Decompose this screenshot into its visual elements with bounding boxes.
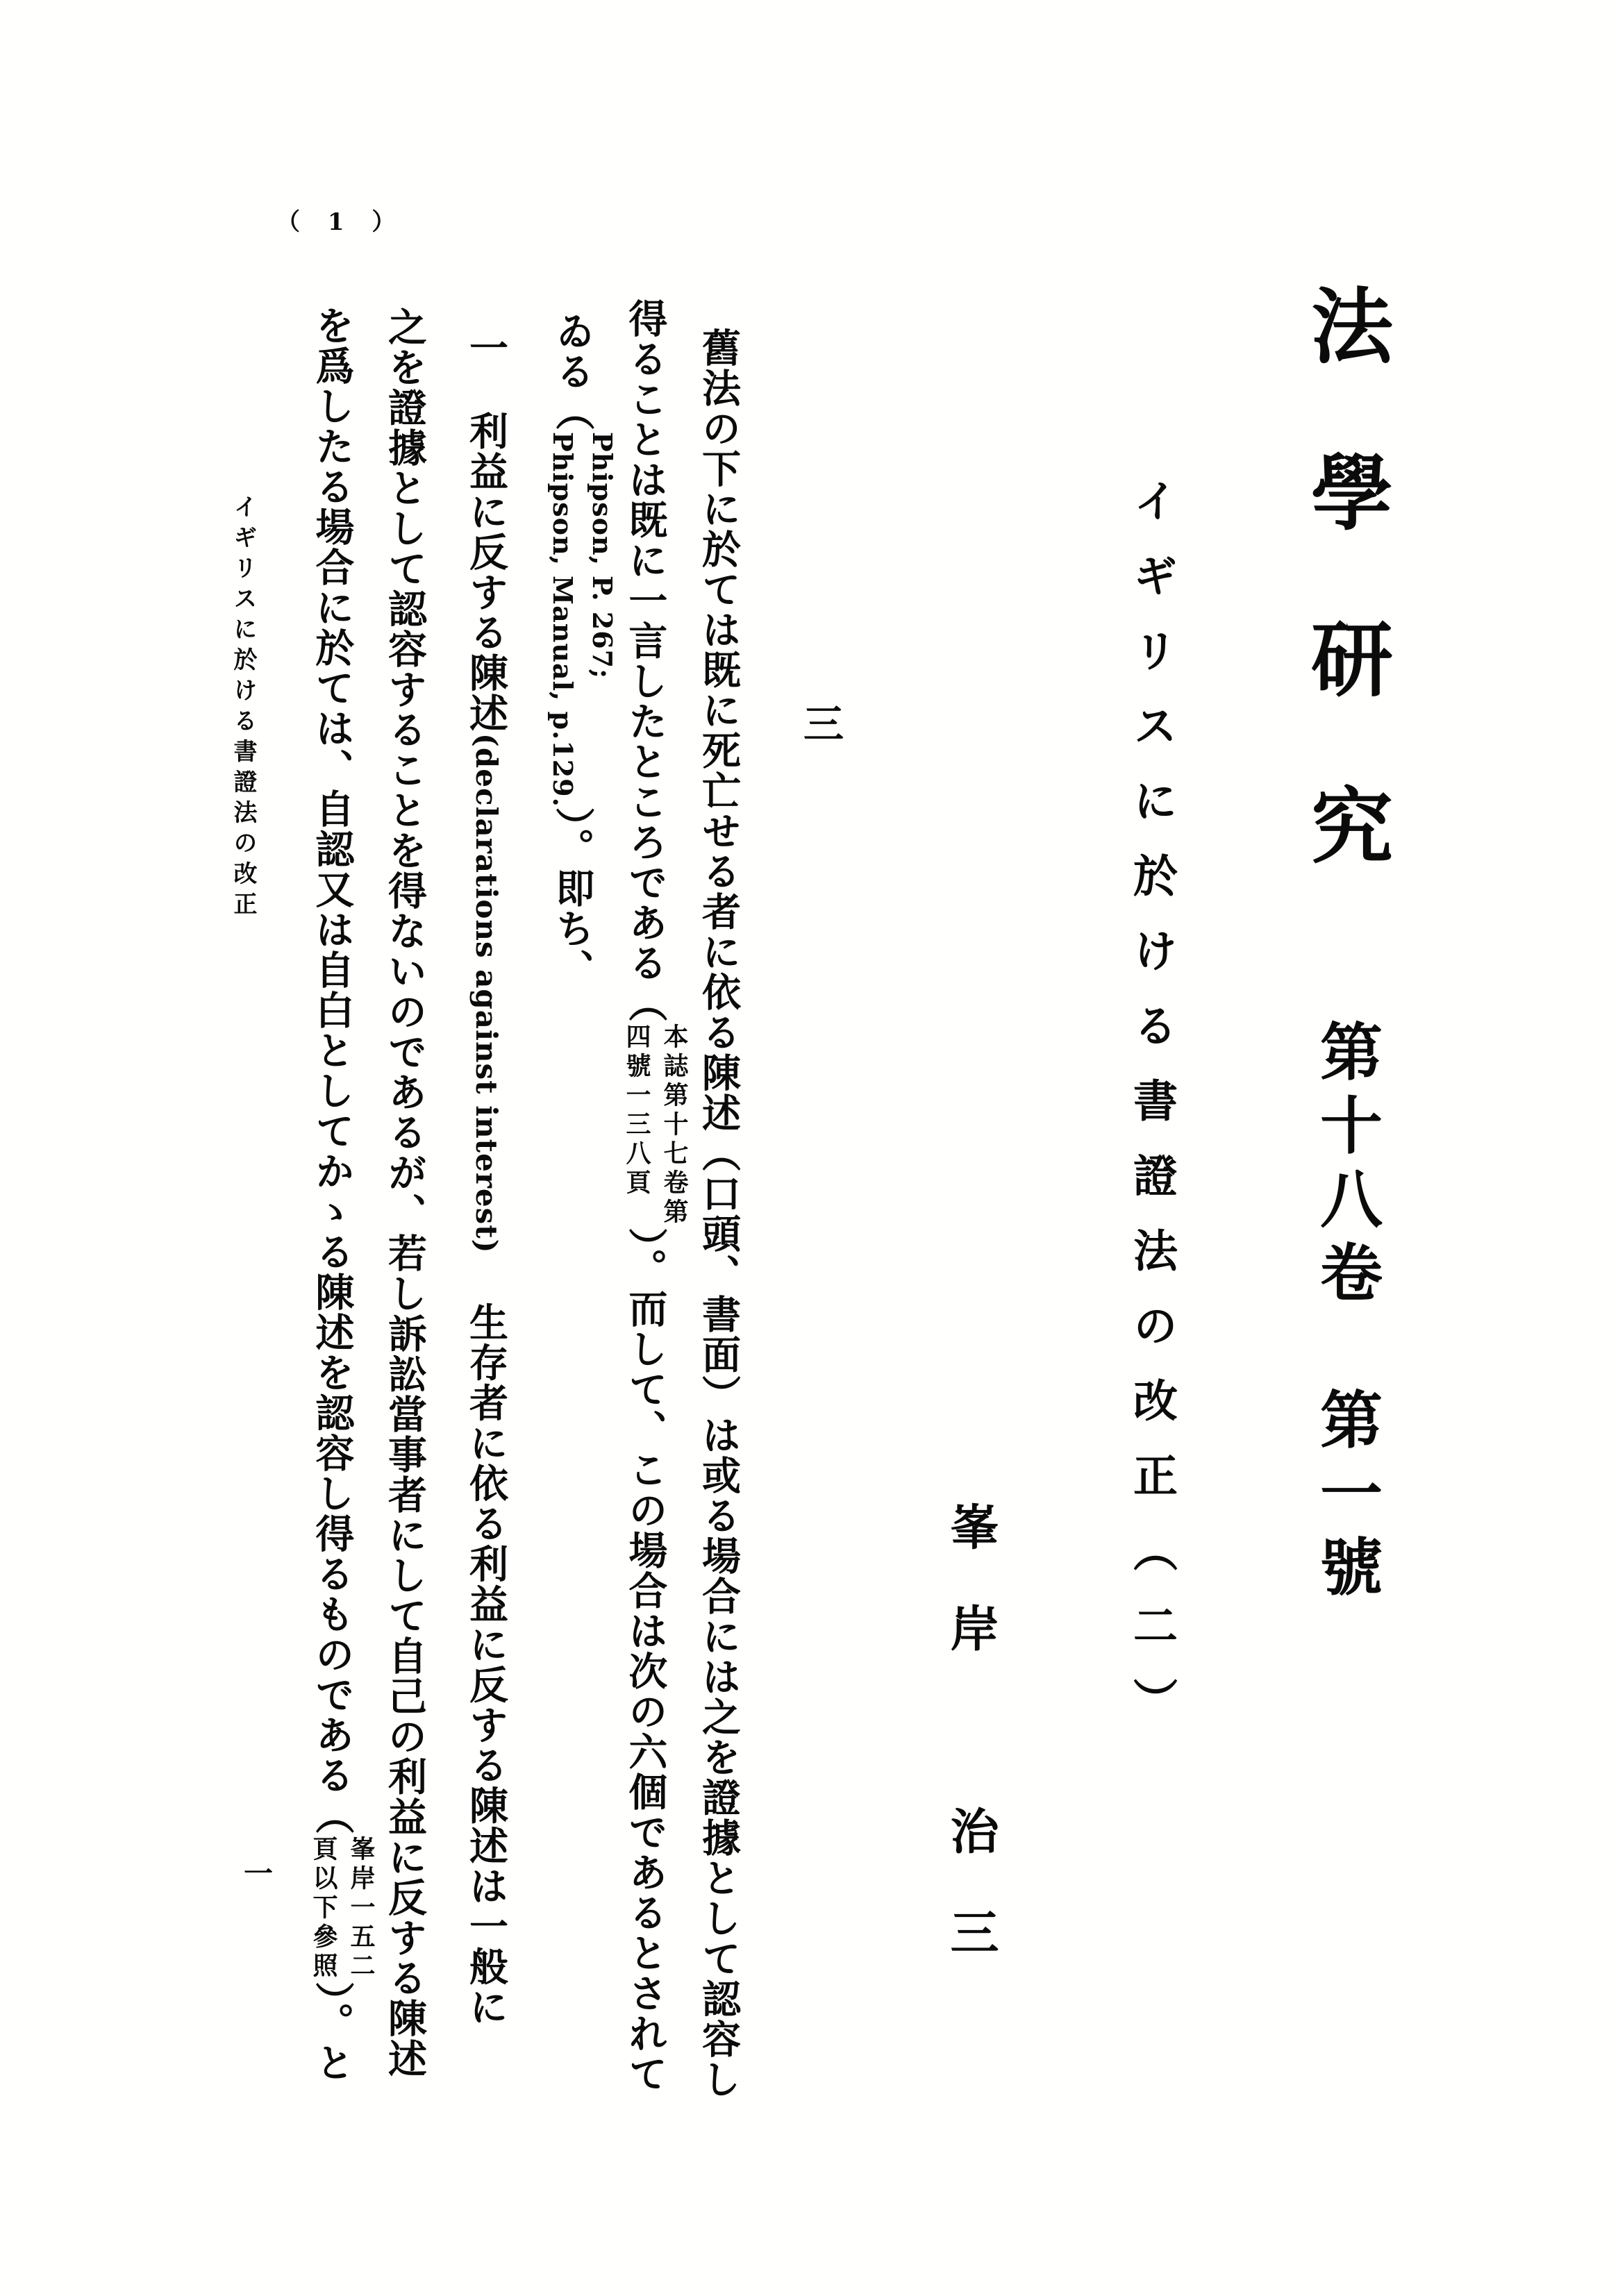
- sheet-marker: （ 1 ）: [276, 208, 406, 236]
- body-column-1: 舊法の下に於ては既に死亡せる者に依る陳述（口頭、書面）は或る場合には之を證據として認容し: [696, 328, 742, 2100]
- latin-term: (declarations against interest): [469, 733, 503, 1254]
- inline-note-reference: [305, 1836, 380, 1981]
- body-column-6: [305, 305, 380, 2166]
- inline-note-phipson: [543, 432, 622, 807]
- inline-note-line: 頁以下參照: [309, 1836, 338, 1981]
- heading-interest-declarations: 利益に反する陳述: [463, 411, 509, 733]
- author-name: 峯岸 治三: [942, 1502, 1000, 2009]
- inline-note-line: Phipson, Manual, p.129.: [547, 432, 578, 807]
- body-column-4: [463, 328, 509, 2175]
- running-header: イギリスに於ける書證法の改正: [229, 494, 257, 922]
- journal-issue: 第十八卷 第一號: [1309, 1019, 1383, 1608]
- article-title: イギリスに於ける書證法の改正（二）: [1126, 478, 1178, 1752]
- inline-note-line: 本誌第十七卷第: [660, 1023, 689, 1227]
- journal-title: 法學研究: [1297, 283, 1394, 950]
- inline-note-line: 峯岸一五二: [347, 1836, 376, 1981]
- body-column-6-text: を爲したる場合に於ては、自認又は自白としてかゝる陳述を認容し得るものである（: [309, 305, 356, 1836]
- page-number: 一: [240, 1858, 274, 1887]
- body-column-3: [543, 311, 622, 2172]
- body-column-5: 之を證據として認容することを得ないのであるが、若し訴訟當事者にして自己の利益に反する陳述: [382, 307, 428, 2079]
- body-column-4-text: 生存者に依る利益に反する陳述は一般に: [463, 1302, 509, 2027]
- inline-note-citation: [618, 1023, 693, 1227]
- body-column-3-text: ）。即ち、: [549, 807, 596, 989]
- body-column-6-text: ）。と: [309, 1981, 356, 2083]
- body-column-3-text: ゐる（: [549, 311, 596, 432]
- heading-number: 一: [463, 328, 509, 368]
- inline-note-line: 四號一三八頁: [622, 1023, 651, 1198]
- section-number: 三: [797, 703, 844, 743]
- inline-note-line: Phipson, P. 267;: [587, 432, 618, 680]
- body-column-2-text: ）。而して、この場合は次の六個であるとされて: [622, 1227, 669, 2094]
- body-column-2: [618, 299, 693, 2159]
- body-column-2-text: 得ることは既に一言したところである（: [622, 299, 669, 1023]
